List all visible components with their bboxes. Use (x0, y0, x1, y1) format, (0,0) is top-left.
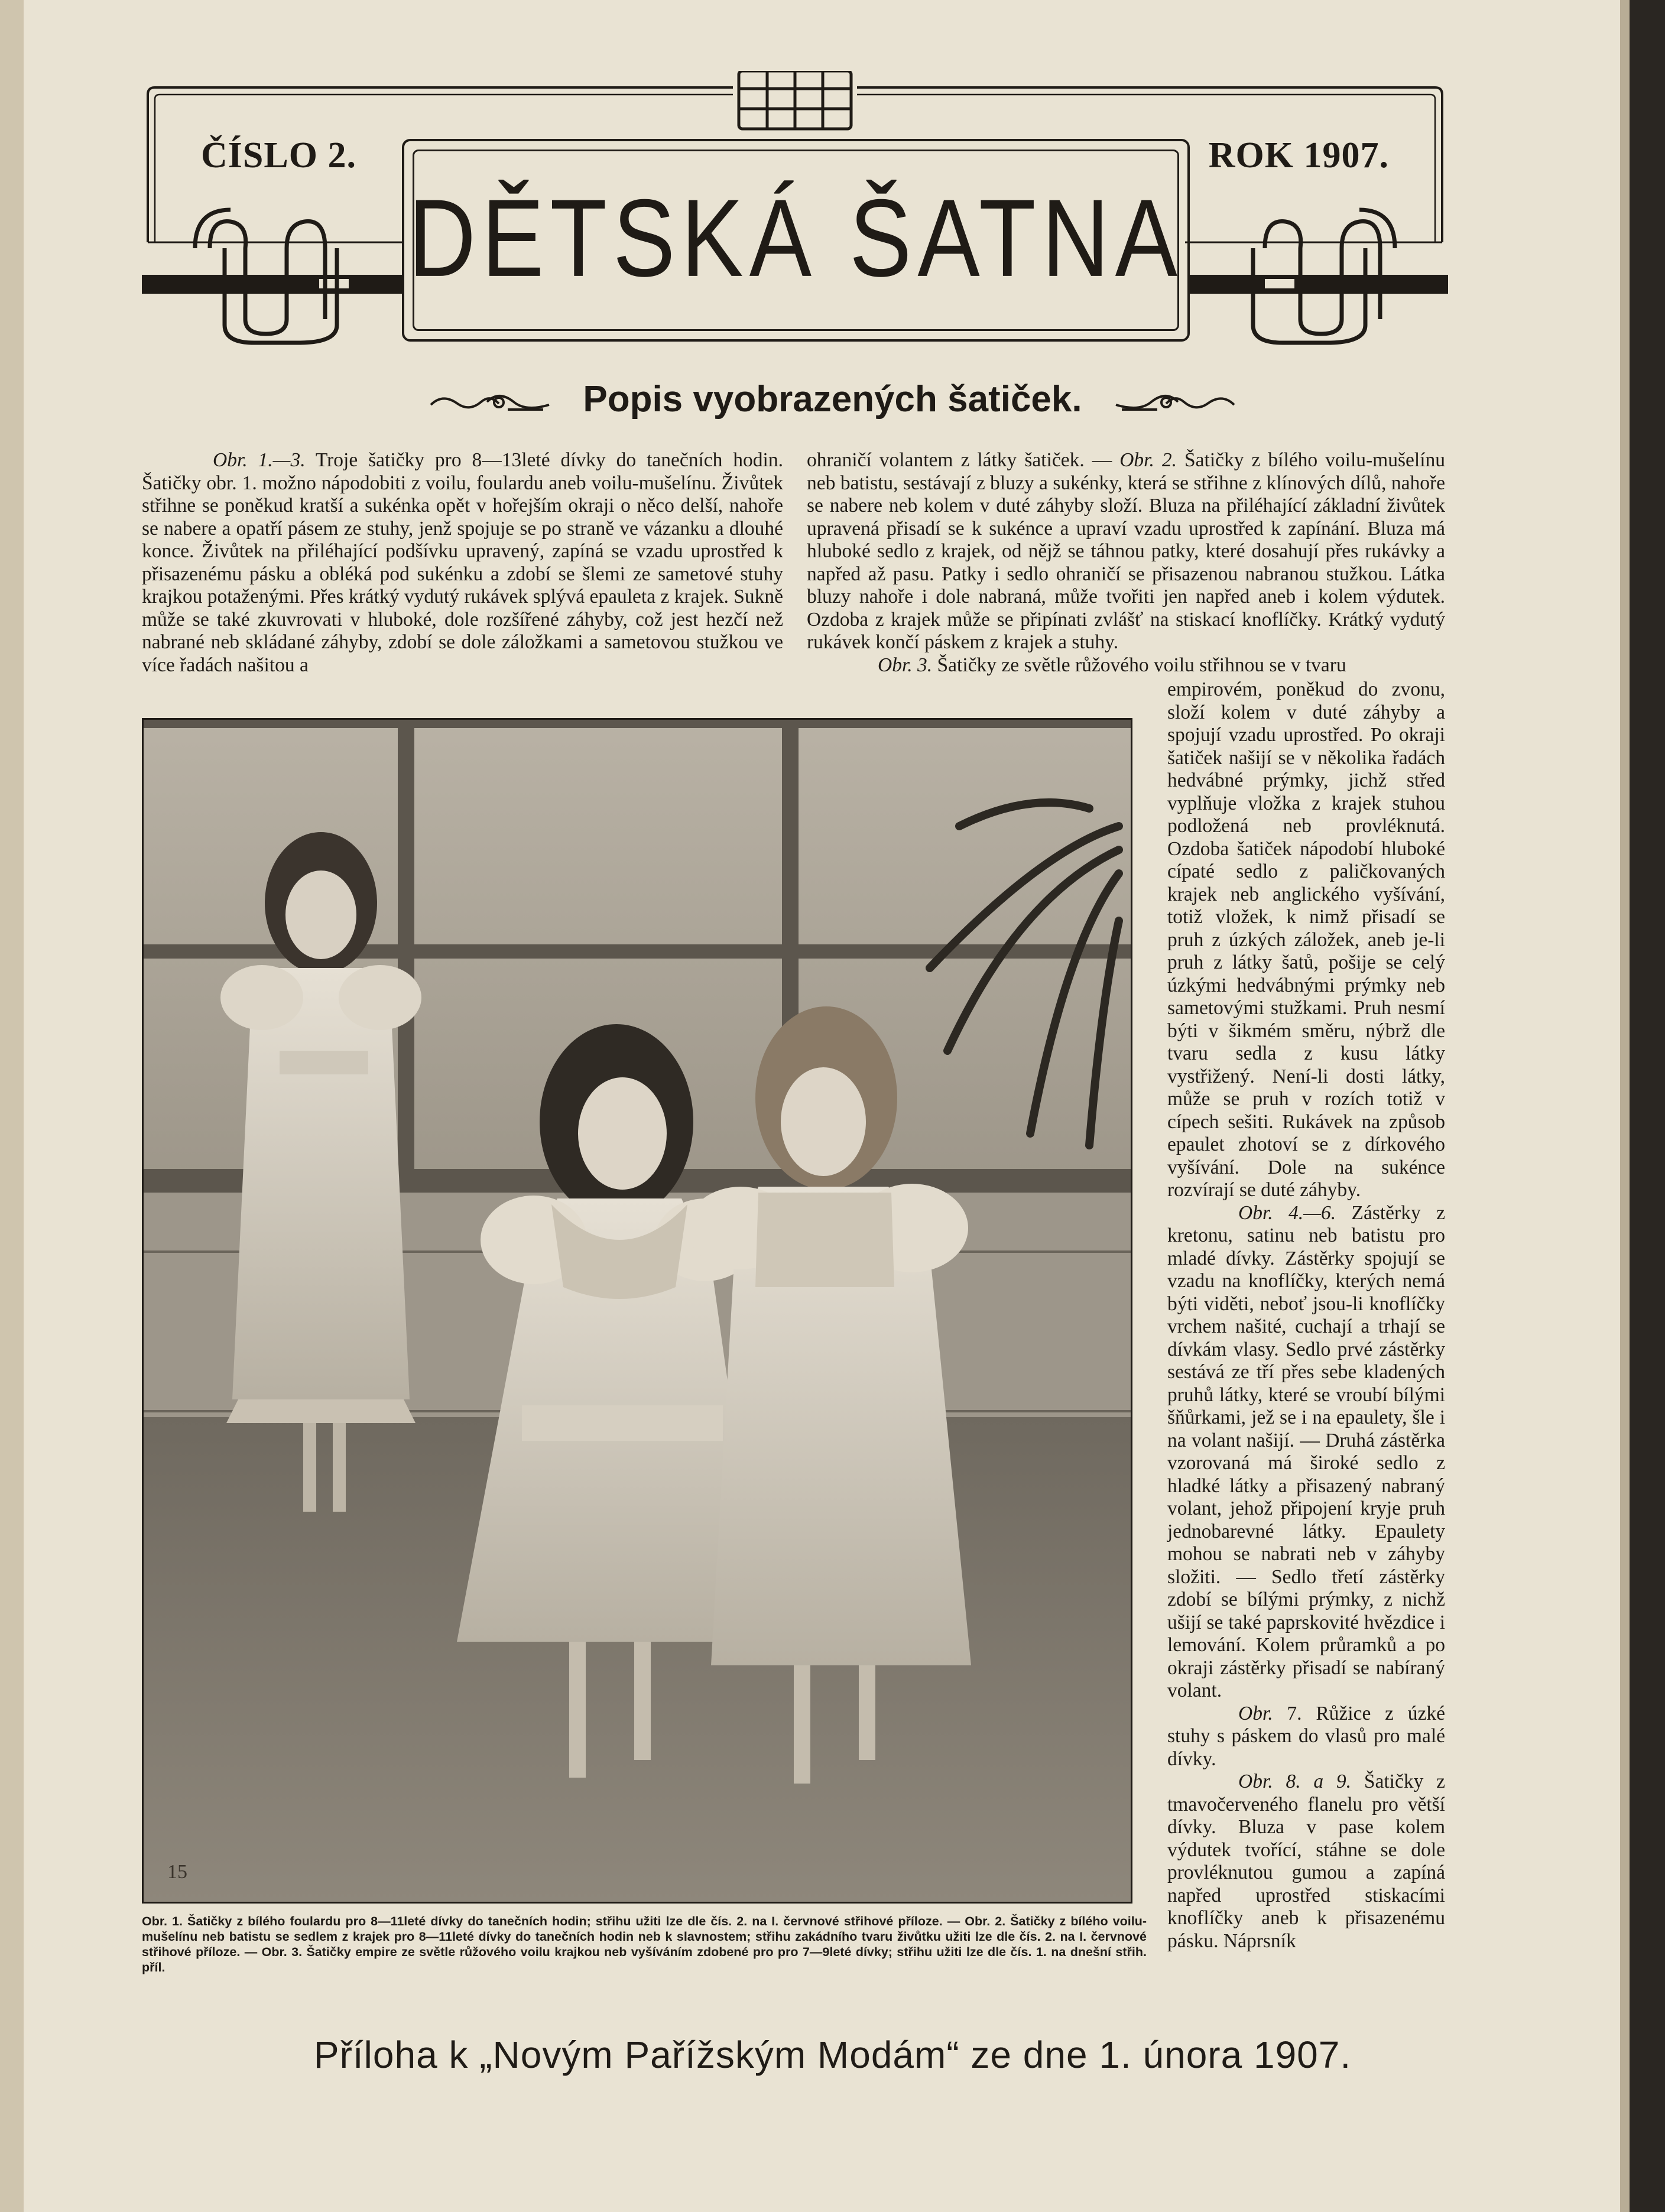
paragraph-obr-3 (807, 654, 1445, 677)
issue-number: ČÍSLO 2. (201, 135, 356, 176)
issue-year: ROK 1907. (1208, 135, 1389, 176)
left-flourish-ornament (425, 387, 555, 417)
fashion-plate-illustration (142, 718, 1132, 1904)
figure-ref: Obr. 3. (878, 654, 933, 676)
publication-title: DĚTSKÁ ŠATNA (408, 177, 1184, 300)
page-edge-right (1630, 0, 1665, 2212)
paragraph-obr-3-cont: empirovém, poněkud do zvonu, složí kolem v duté záhyby a spojují vzadu uprostřed. Po okraji šatiček našijí se v několika řadách hedvábné prýmky, jichž střed vyplňuje vložka z krajek stuhou podložená neb provléknutá. Ozdoba šatiček nápodobí hluboké cípaté sedlo z paličkovaných krajek neb anglického vyšívání, totiž vložek, k nimž přisadí se pruh z úzkých záložek, aneb je-li pruh z látky šatů, pošije se celý úzkými hedvábnými prýmky neb sametovými stužkami. Pruh nesmí býti v šikmém směru, nýbrž dle tvaru sedla z kusu látky vystřižený. Není-li dosti látky, může se pruh v rozích totiž v cípech sešiti. Rukávek na způsob epaulet zhotoví se z dírkového vyšívání. Dole na sukénce rozvírají se duté záhyby. (1167, 678, 1445, 1201)
paragraph-obr-7 (1167, 1703, 1445, 1771)
plate-caption: Obr. 1. Šatičky z bílého foulardu pro 8—11leté dívky do tanečních hodin; střihu užiti lze dle čís. 2. na I. červnové střihové příloze. — Obr. 2. Šatičky z bílého voilu-mušelínu neb batistu se sedlem z krajek pro 8—11leté dívky do tanečních hodin neb k slavnostem; střihu zakádního tvaru živůtku užiti lze dle čís. 2. na I. červnové střihové příloze. — Obr. 3. Šatičky empire ze světle růžového voilu krajkou neb vyšíváním zdobené pro pro 7—9leté dívky; střihu užiti lze dle čís. 1. na dnešní střih. příl. (142, 1914, 1147, 1974)
masthead (142, 71, 1448, 349)
paragraph-obr-4-6 (1167, 1202, 1445, 1703)
plate-signature: 15 (167, 1861, 187, 1883)
text-column-3 (1167, 678, 1445, 1953)
figure-ref: Obr. (1238, 1702, 1273, 1724)
page-edge-right-shadow (1620, 0, 1630, 2212)
section-heading (0, 378, 1665, 420)
paragraph-text: Zástěrky z kretonu, satinu neb batistu pro mladé dívky. Zástěrky spojují se vzadu na knoflíčky, kterých nemá býti viděti, neboť jsou-li knoflíčky vrchem našité, cuchají a trhají se dívkám vlasy. Sedlo prvé zástěrky sestává ze tří přes sebe kladených pruhů látky, které se vroubí bílými šňůrkami, jež se i na epaulety, šle i na volant našijí. — Druhá zástěrka vzorovaná má široké sedlo z hladké látky a přisazený nabraný volant, jehož připojení kryje pruh jednobarevné látky. Epaulety mohou se nabrati neb v záhyby složiti. — Sedlo třetí zástěrky zdobí se bílými prýmky, z nichž ušijí se také paprskovité hvězdice i lemování. Kolem průramků a po okraji zástěrky přisadí se nabíraný volant. (1167, 1201, 1445, 1701)
text-column-2 (807, 449, 1445, 677)
paragraph-text: 7. Růžice z úzké stuhy s páskem do vlasů pro malé dívky. (1167, 1702, 1445, 1770)
figure-ref: Obr. 4.—6. (1238, 1201, 1336, 1224)
paragraph-text: ohraničí volantem z látky šatiček. — (807, 449, 1120, 471)
paragraph-text: Šatičky z tmavočerveného flanelu pro větší dívky. Bluza v pase kolem výdutek tvořící, stáhne se dole provléknutou gumou a zapíná napřed uprostřed stiskacími knoflíčky aneb k přisazenému pásku. Náprsník (1167, 1771, 1445, 1952)
figure-ref: Obr. 8. a 9. (1238, 1771, 1352, 1792)
right-flourish-ornament (1110, 387, 1240, 417)
figure-ref: Obr. 2. (1119, 449, 1177, 471)
paragraph-text: Šatičky ze světle růžového voilu střihnou se v tvaru (932, 654, 1346, 676)
paragraph-text: Šatičky z bílého voilu-mušelínu neb batistu, sestávají z bluzy a sukénky, která se střihne z klínových dílů, nahoře se nabere neb kolem v duté záhyby složí. Bluza na přiléhající základní živůtek upravená přisadí se k sukénce a upraví vzadu uprostřed k zapínání. Bluza má hluboké sedlo z krajek, od nějž se táhnou patky, které dosahují přes rukávky a napřed až pasu. Patky i sedlo ohraničí se přisazenou nabranou stužkou. Látka bluzy nahoře i dole nabraná, může tvořiti jen napřed aneb i kolem výdutek. Ozdoba z krajek může se připínati zvlášť na stiskací knoflíčky. Krátký vydutý rukávek končí páskem z krajek a stuhy. (807, 449, 1445, 653)
page-edge-left (0, 0, 24, 2212)
section-heading-text: Popis vyobrazených šatiček. (583, 379, 1082, 420)
paragraph-obr-8-9 (1167, 1771, 1445, 1953)
paragraph-obr-1-3 (142, 449, 783, 677)
paragraph-obr-2 (807, 449, 1445, 654)
figure-ref: Obr. 1.—3. (213, 449, 306, 471)
supplement-footer: Příloha k „Novým Pařížským Modám“ ze dne 1. února 1907. (313, 2034, 1352, 2076)
paragraph-text: Troje šatičky pro 8—13leté dívky do tanečních hodin. Šatičky obr. 1. možno nápodobiti z voilu, foulardu aneb voilu-mušelínu. Živůtek střihne se poněkud kratší a sukénka opět v hořejším okraji o něco delší, nahoře se nabere a opatří pásem ze stuhy, jenž spojuje se po straně ve vázanku a dlouhé konce. Živůtek na přiléhající podšívku upravený, zapíná se vzadu uprostřed k přisazenému pásku a obléká pod sukénku a zdobí se šlemi ze sametové stuhy krajkou potaženými. Přes krátký vydutý rukávek splývá epauleta z krajek. Sukně může se také zkuvrovati v hluboké, dole rozšířené záhyby, což jest hezčí než nabrané neb skládané záhyby, zdobí se dole záložkami a sametovou stužkou ve více řadách našitou a (142, 449, 783, 676)
text-column-1 (142, 449, 783, 677)
plate-drawing (144, 720, 1131, 1902)
title-box (402, 139, 1190, 342)
